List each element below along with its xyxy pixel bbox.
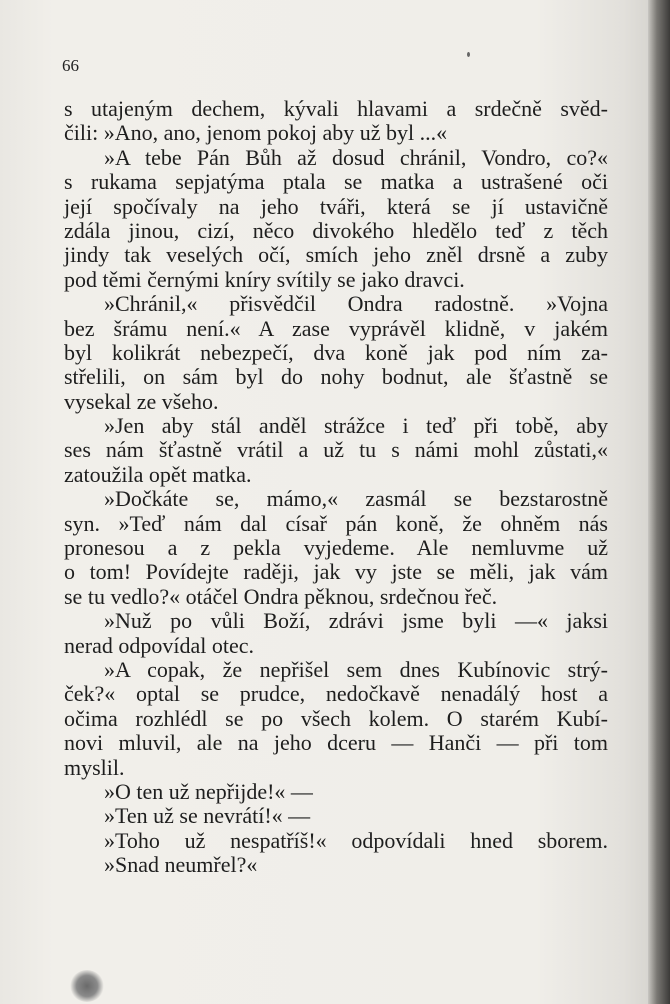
book-binding-edge — [648, 0, 670, 1004]
text-line: »A tebe Pán Bůh až dosud chránil, Vondro, co?« — [104, 144, 608, 170]
text-line: se tu vedlo?« otáčel Ondra pěknou, srdečnou řeč. — [64, 583, 498, 609]
text-line: »O ten už nepřijde!« — — [104, 778, 313, 804]
text-line: novi mluvil, ale na jeho dceru — Hanči — při tom — [64, 730, 608, 756]
text-line: byl kolikrát nebezpečí, dva koně jak pod ním za- — [64, 339, 608, 365]
page-number: 66 — [62, 56, 79, 75]
text-line: s utajeným dechem, kývali hlavami a srdečně svěd- — [64, 96, 608, 121]
text-line: čili: »Ano, ano, jenom pokoj aby už byl ...« — [64, 120, 448, 146]
text-line: »A copak, že nepřišel sem dnes Kubínovic strý- — [104, 656, 608, 682]
text-line: syn. »Teď nám dal císař pán koně, že ohněm nás — [64, 510, 608, 536]
text-line: »Dočkáte se, mámo,« zasmál se bezstarostně — [104, 486, 608, 512]
text-line: ses nám šťastně vrátil a už tu s námi mohl zůstati,« — [64, 437, 608, 463]
text-line: »Snad neumřel?« — [104, 852, 258, 878]
text-line: »Ten už se nevrátí!« — — [104, 803, 311, 829]
body-text — [64, 97, 608, 878]
text-line: vysekal ze všeho. — [64, 388, 219, 414]
text-line: pod těmi černými kníry svítily se jako dravci. — [64, 266, 465, 292]
ink-smudge — [70, 970, 104, 1002]
text-line: »Chránil,« přisvědčil Ondra radostně. »Vojna — [104, 291, 608, 317]
text-line: »Jen aby stál anděl strážce i teď při tobě, aby — [104, 413, 608, 439]
text-line: zdála jinou, cizí, něco divokého hledělo teď z těch — [64, 217, 608, 243]
text-line: střelili, on sám byl do nohy bodnut, ale šťastně se — [64, 364, 608, 390]
text-line: zatoužila opět matka. — [64, 461, 252, 487]
text-line: ček?« optal se prudce, nedočkavě nenadálý host a — [64, 681, 608, 707]
text-line: očima rozhlédl se po všech kolem. O starém Kubí- — [64, 705, 608, 731]
text-line: »Nuž po vůli Boží, zdrávi jsme byli —« jaksi — [104, 608, 608, 634]
text-line: s rukama sepjatýma ptala se matka a ustrašené oči — [64, 169, 608, 195]
text-line: pronesou a z pekla vyjedeme. Ale nemluvme už — [64, 535, 608, 561]
ink-speck — [467, 52, 470, 57]
text-line: o tom! Povídejte raději, jak vy jste se měli, jak vám — [64, 559, 608, 585]
text-line: jindy tak veselých očí, smích jeho zněl drsně a zuby — [64, 242, 608, 268]
text-line: její spočívaly na jeho tváři, která se jí ustavičně — [64, 193, 608, 219]
text-line: nerad odpovídal otec. — [64, 632, 254, 658]
text-line: »Toho už nespatříš!« odpovídali hned sborem. — [104, 827, 608, 853]
text-line: bez šrámu není.« A zase vyprávěl klidně, v jakém — [64, 315, 608, 341]
text-line: myslil. — [64, 754, 125, 780]
